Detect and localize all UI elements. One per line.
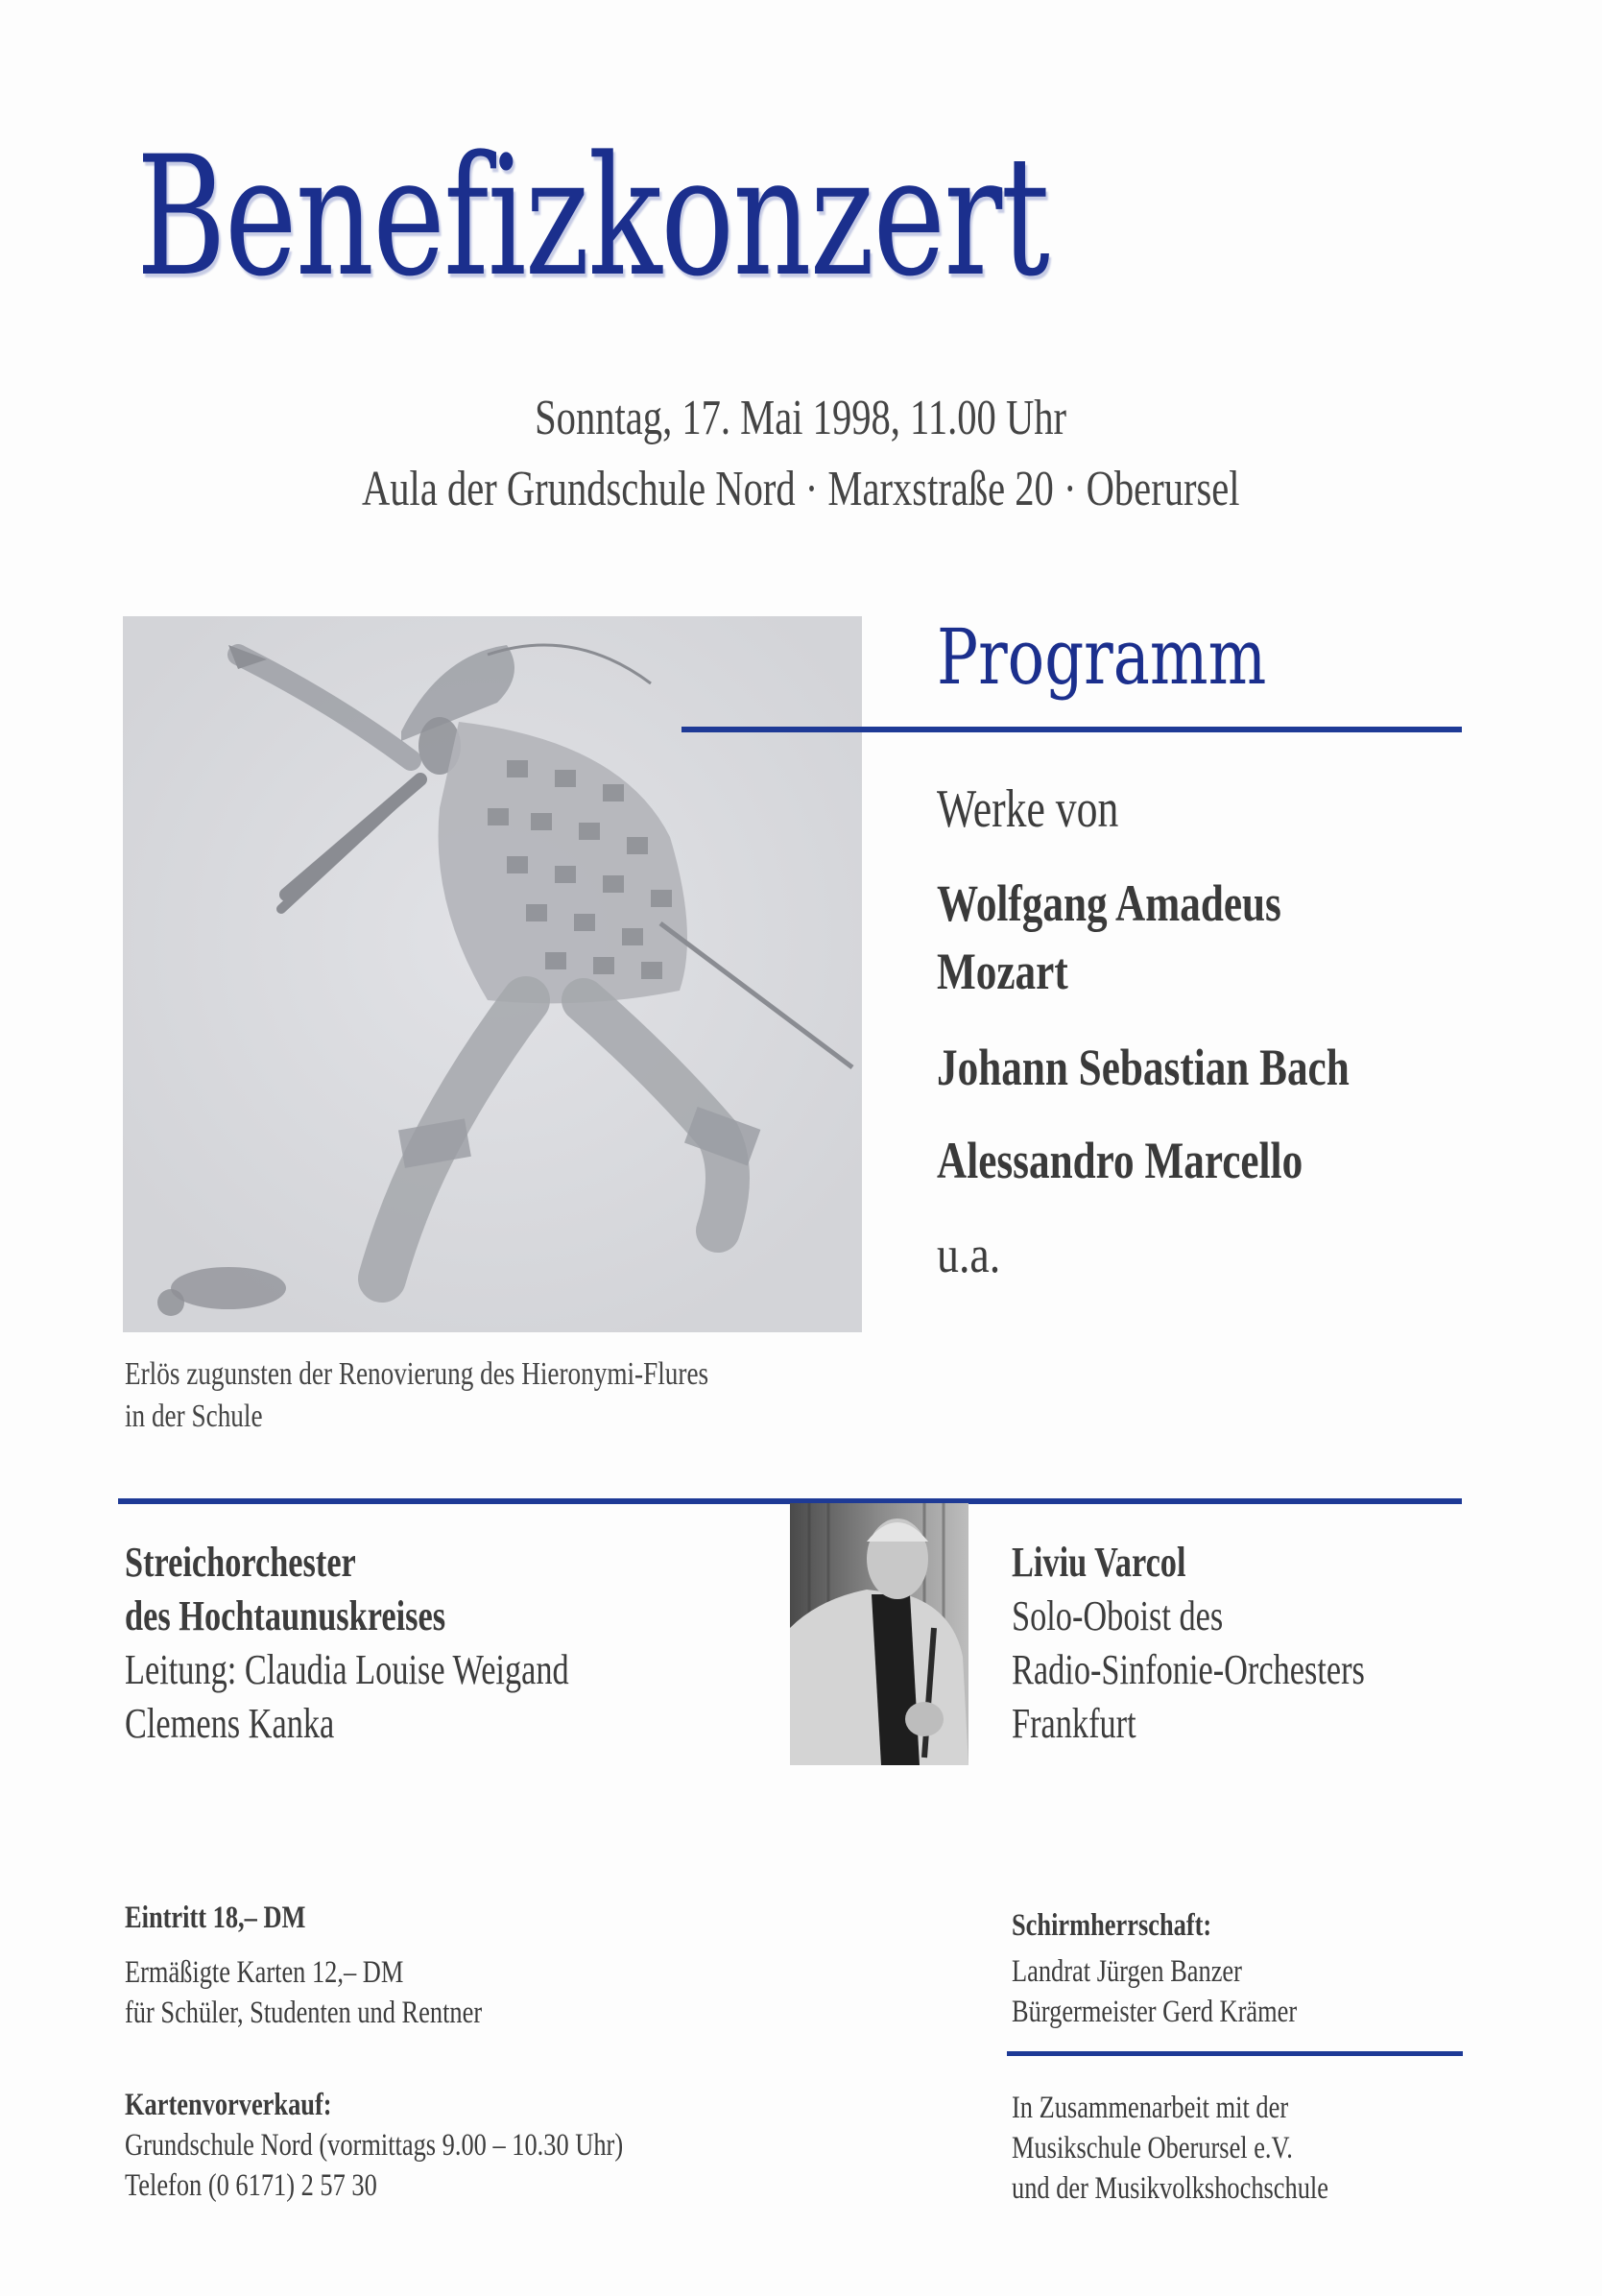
und-andere — [937, 1226, 1012, 1283]
composer-mozart-line2: Mozart — [937, 942, 1068, 1000]
admission-block — [125, 1898, 351, 1938]
soloist-portrait — [790, 1503, 968, 1765]
proceeds-caption — [125, 1353, 854, 1438]
composer-marcello — [937, 1126, 1394, 1196]
werke-von-text: Werke von — [937, 779, 1119, 839]
composer-bach-name: Johann Sebastian Bach — [937, 1039, 1350, 1096]
programm-divider — [681, 727, 1462, 732]
venue: Aula der Grundschule Nord · Marxstraße 20 · Oberursel — [362, 462, 1240, 516]
date-time-line — [0, 391, 1602, 445]
admission-price: Eintritt 18,– DM — [125, 1901, 306, 1935]
cooperation-block — [1012, 2088, 1407, 2209]
soloist-role-line1: Solo-Oboist des — [1012, 1592, 1224, 1639]
reduced-price: Ermäßigte Karten 12,– DM — [125, 1955, 404, 1990]
cooperation-line1: In Zusammenarbeit mit der — [1012, 2091, 1289, 2125]
presale-phone: Telefon (0 6171) 2 57 30 — [125, 2168, 377, 2203]
pied-piper-drawing — [123, 616, 862, 1332]
date-time: Sonntag, 17. Mai 1998, 11.00 Uhr — [535, 391, 1067, 445]
patron-1: Landrat Jürgen Banzer — [1012, 1954, 1242, 1989]
presale-place: Grundschule Nord (vormittags 9.00 – 10.30 Uhr) — [125, 2128, 624, 2163]
venue-line — [0, 462, 1602, 516]
caption-line1: Erlös zugunsten der Renovierung des Hieronymi-Flures — [125, 1356, 709, 1392]
patronage-label: Schirmherrschaft: — [1012, 1908, 1212, 1943]
cooperation-line3: und der Musikvolkshochschule — [1012, 2171, 1328, 2206]
patronage-block — [1012, 1905, 1368, 2032]
orchestra-name-line2: des Hochtaunuskreises — [125, 1592, 446, 1639]
soloist-block — [1012, 1536, 1465, 1751]
programm-heading: Programm — [937, 612, 1267, 702]
patronage-divider — [1007, 2051, 1463, 2056]
composer-mozart — [937, 869, 1368, 1007]
werke-von — [937, 779, 1170, 839]
und-andere-text: u.a. — [937, 1226, 1001, 1283]
pied-piper-illustration — [123, 616, 862, 1332]
reduced-eligibility: für Schüler, Studenten und Rentner — [125, 1996, 483, 2030]
soloist-role-line3: Frankfurt — [1012, 1700, 1136, 1747]
composer-mozart-line1: Wolfgang Amadeus — [937, 874, 1281, 932]
reduced-block — [125, 1952, 571, 2033]
cooperation-line2: Musikschule Oberursel e.V. — [1012, 2131, 1293, 2165]
presale-block — [125, 2085, 748, 2206]
soloist-name: Liviu Varcol — [1012, 1539, 1186, 1586]
soloist-photo — [790, 1503, 968, 1765]
presale-label: Kartenvorverkauf: — [125, 2088, 332, 2122]
composer-bach — [937, 1033, 1452, 1103]
orchestra-conductor-2: Clemens Kanka — [125, 1700, 335, 1747]
orchestra-name-line1: Streichorchester — [125, 1539, 356, 1586]
orchestra-block — [125, 1536, 694, 1751]
orchestra-conductor: Leitung: Claudia Louise Weigand — [125, 1646, 569, 1693]
composer-marcello-name: Alessandro Marcello — [937, 1132, 1303, 1189]
poster-title: Benefizkonzert — [136, 120, 1049, 313]
soloist-role-line2: Radio-Sinfonie-Orchesters — [1012, 1646, 1365, 1693]
patron-2: Bürgermeister Gerd Krämer — [1012, 1995, 1298, 2029]
caption-line2: in der Schule — [125, 1399, 263, 1434]
